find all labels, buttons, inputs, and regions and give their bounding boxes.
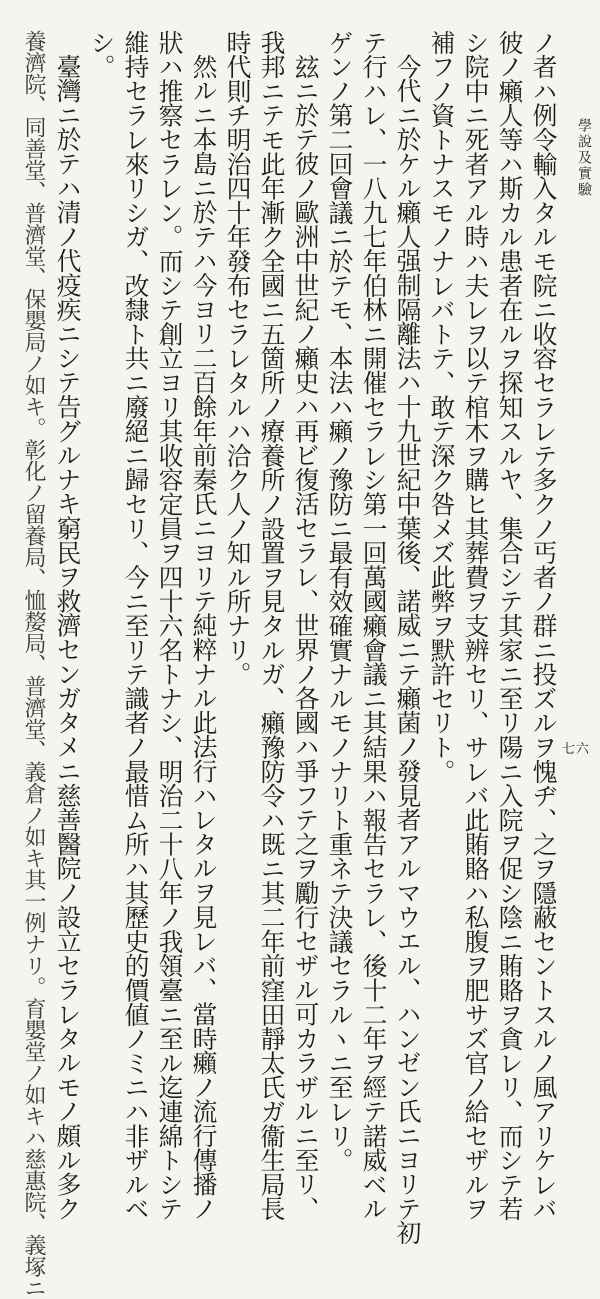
text-column: 我邦ニテモ此年漸ク全國ニ五箇所ノ療養所ノ設置ヲ見タルガ、癩豫防令ハ既ニ其二年前窪田靜太氏ガ衞生局長	[257, 30, 286, 1221]
text-column: 時代則チ明治四十年發布セラレタルハ洽ク人ノ知ル所ナリ。	[223, 30, 252, 687]
text-column: ゲンノ第二回會議ニ於テモ、本法ハ癩ノ豫防ニ最有效確實ナルモノナリト重ネテ決議セラルヽニ至レリ。	[325, 30, 354, 1173]
text-column: 今代ニ於ケル癩人强制隔離法ハ十九世紀中葉後、諾威ニテ癩菌ノ發見者アルマウエル、ハンゼン氏ニヨリテ初	[393, 54, 422, 1245]
text-column: 玆ニ於テ彼ノ歐洲中世紀ノ癩史ハ再ビ復活セラレ、世界ノ各國ハ爭フテ之ヲ勵行セザル可カラザルニ至リ、	[291, 54, 320, 1221]
text-column: シ院中ニ死者アル時ハ夫レヲ以テ棺木ヲ購ヒ其葬費ヲ支辨セリ、サレバ此賄賂ハ私腹ヲ肥サズ官ノ給セザルヲ	[461, 30, 490, 1221]
text-column: テ行ハレ、一八九七年伯林ニ開催セラレシ第一回萬國癩會議ニ其結果ハ報告セラレ、後十二年ヲ經テ諾威ベル	[359, 30, 388, 1221]
text-column: 然ルニ本島ニ於テハ今ヨリ二百餘年前秦氏ニヨリテ純粹ナル此法行ハレタルヲ見レバ、當時癩ノ流行傳播ノ	[189, 54, 218, 1221]
page-number: 七六	[561, 742, 590, 757]
text-column: シ。	[87, 30, 116, 79]
text-column: 彼ノ癩人等ハ斯カル患者在ルヲ探知スルヤ、集合シテ其家ニ至リ陽ニ入院ヲ促シ陰ニ賄賂ヲ貪レリ、而シテ若	[495, 30, 524, 1221]
text-column: 補フノ資トナスモノナレバトテ、敢テ深ク咎メズ此弊ヲ默許セリト。	[427, 30, 456, 784]
text-column: 養濟院、同善堂、普濟堂、保嬰局ノ如キ。彰化ノ留養局、恤嫠局、普濟堂、義倉ノ如キ其一例ナリ。育嬰堂ノ如キハ慈惠院、義塚ニ	[21, 30, 46, 1299]
text-column: ノ者ハ例令輸入タルモ院ニ收容セラレテ多クノ丐者ノ群ニ投ズルヲ愧ヂ、之ヲ隱蔽セントスルノ風アリケレバ	[529, 30, 558, 1221]
text-column: 臺灣ニ於テハ清ノ代疫疾ニシテ告グルナキ窮民ヲ救濟センガタメニ慈善醫院ノ設立セラレタルモノ頗ル多ク	[53, 54, 82, 1221]
text-column: 維持セラレ來リシガ、改隸ト共ニ廢絕ニ歸セリ、今ニ至リテ識者ノ最惜ム所ハ其歷史的價値ノミニハ非ザルベ	[121, 30, 150, 1221]
text-column: 狀ハ推察セラレン。而シテ創立ヨリ其收容定員ヲ四十六名トナシ、明治二十八年ノ我領臺ニ至ル迄連綿トシテ	[155, 30, 184, 1221]
body-text	[21, 30, 560, 1299]
running-head: 學說及實驗	[576, 118, 592, 198]
